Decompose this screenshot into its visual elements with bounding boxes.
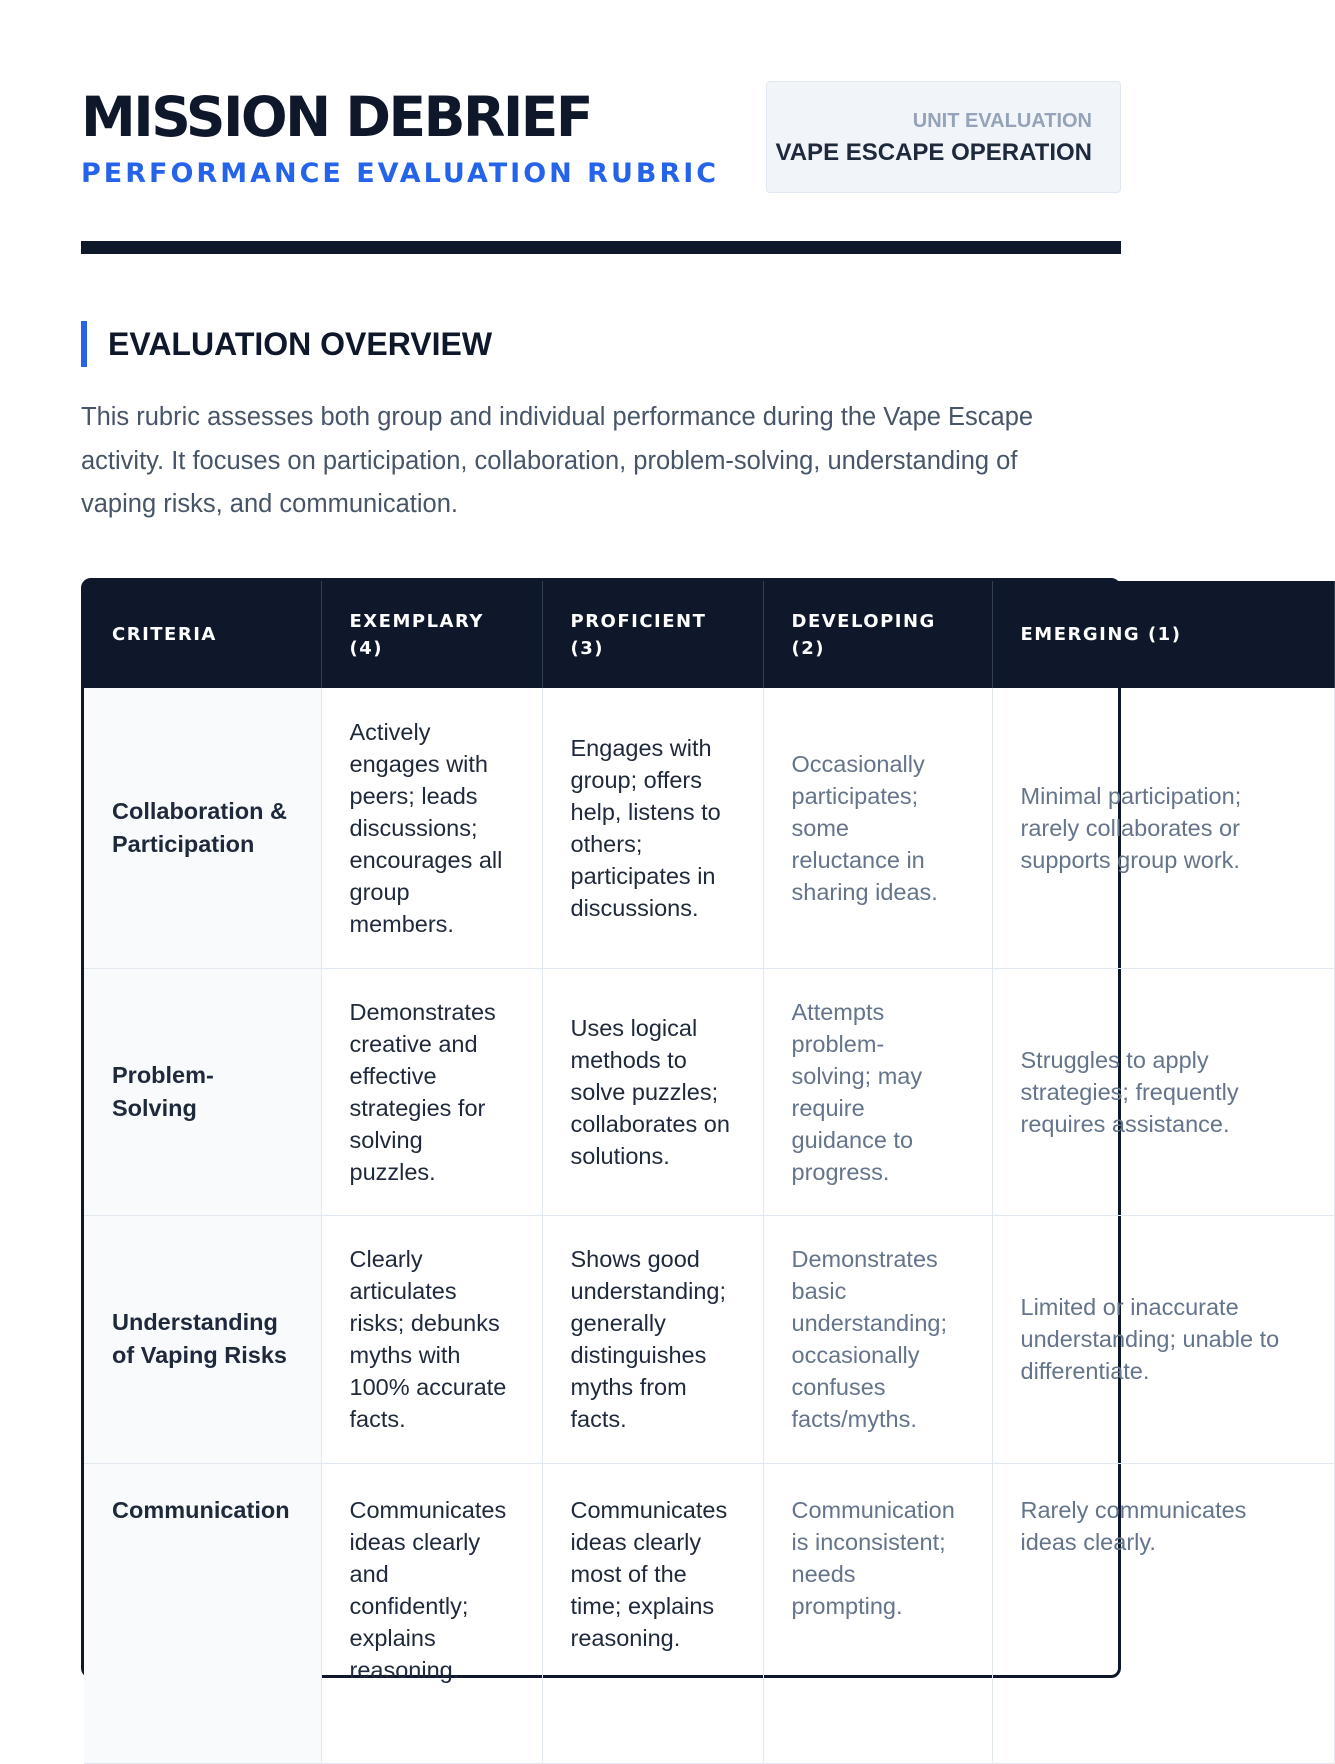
proficient-cell: Engages with group; offers help, listens to others; participates in discussions.: [542, 688, 763, 968]
page-subtitle: PERFORMANCE EVALUATION RUBRIC: [81, 158, 720, 189]
column-header-criteria: CRITERIA: [84, 581, 321, 688]
exemplary-cell: Actively engages with peers; leads discussions; encourages all group members.: [321, 688, 542, 968]
column-header-exemplary: EXEMPLARY (4): [321, 581, 542, 688]
criteria-cell: Understanding of Vaping Risks: [84, 1215, 321, 1463]
emerging-cell: Rarely communicates ideas clearly.: [992, 1463, 1334, 1763]
column-header-proficient: PROFICIENT (3): [542, 581, 763, 688]
exemplary-cell: Communicates ideas clearly and confidently; explains reasoning.: [321, 1463, 542, 1763]
table-row: [84, 1463, 1334, 1763]
table-header-row: [84, 581, 1334, 688]
column-header-developing: DEVELOPING (2): [763, 581, 992, 688]
section-heading-label: EVALUATION OVERVIEW: [108, 325, 493, 362]
exemplary-cell: Demonstrates creative and effective strategies for solving puzzles.: [321, 968, 542, 1215]
criteria-cell: Problem-Solving: [84, 968, 321, 1215]
emerging-cell: Minimal participation; rarely collaborates or supports group work.: [992, 688, 1334, 968]
unit-badge-value: VAPE ESCAPE OPERATION: [775, 139, 1092, 166]
table-row: [84, 1215, 1334, 1463]
criteria-cell: Collaboration & Participation: [84, 688, 321, 968]
developing-cell: Communication is inconsistent; needs prompting.: [763, 1463, 992, 1763]
developing-cell: Demonstrates basic understanding; occasionally confuses facts/myths.: [763, 1215, 992, 1463]
overview-paragraph: This rubric assesses both group and individual performance during the Vape Escape activity. It focuses on participation, collaboration, problem-solving, understanding of vaping risks, and communication.: [81, 403, 1034, 518]
proficient-cell: Uses logical methods to solve puzzles; collaborates on solutions.: [542, 968, 763, 1215]
rubric-table-container[interactable]: [81, 578, 1280, 1683]
proficient-cell: Shows good understanding; generally distinguishes myths from facts.: [542, 1215, 763, 1463]
header-divider: [81, 241, 1121, 254]
table-row: [84, 968, 1334, 1215]
proficient-cell: Communicates ideas clearly most of the time; explains reasoning.: [542, 1463, 763, 1763]
page-title: MISSION DEBRIEF: [81, 85, 591, 149]
emerging-cell: Limited or inaccurate understanding; unable to differentiate.: [992, 1215, 1334, 1463]
unit-badge: [766, 81, 1121, 193]
developing-cell: Attempts problem-solving; may require guidance to progress.: [763, 968, 992, 1215]
header: [81, 80, 1121, 200]
unit-badge-label: UNIT EVALUATION: [912, 110, 1092, 132]
section-accent-bar: [81, 321, 87, 367]
rubric-table: [84, 581, 1335, 1764]
section-heading: [81, 321, 492, 367]
developing-cell: Occasionally participates; some reluctance in sharing ideas.: [763, 688, 992, 968]
emerging-cell: Struggles to apply strategies; frequently requires assistance.: [992, 968, 1334, 1215]
column-header-emerging: EMERGING (1): [992, 581, 1334, 688]
exemplary-cell: Clearly articulates risks; debunks myths with 100% accurate facts.: [321, 1215, 542, 1463]
criteria-cell: Communication: [84, 1463, 321, 1763]
table-row: [84, 688, 1334, 968]
